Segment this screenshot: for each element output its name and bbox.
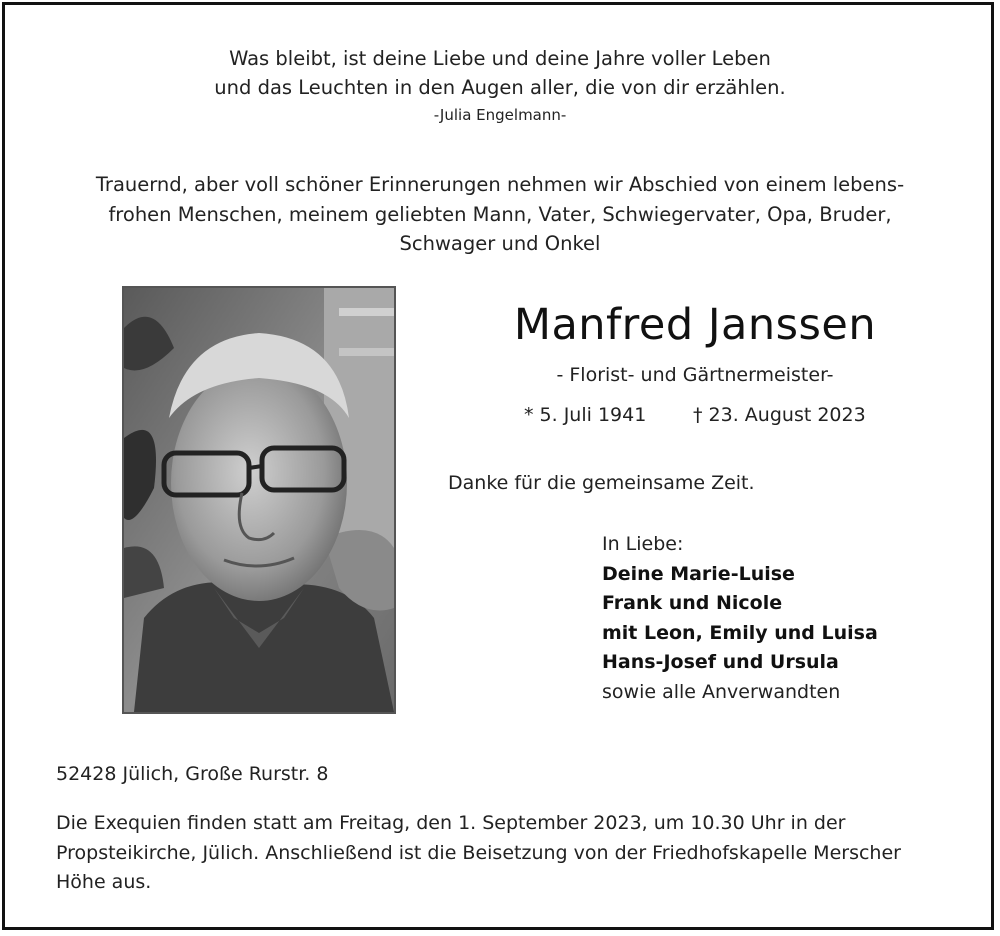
intro-line-3: Schwager und Onkel xyxy=(399,232,601,255)
family-member: Hans-Josef und Ursula xyxy=(602,651,839,673)
family-block xyxy=(602,530,878,707)
intro-line-1: Trauernd, aber voll schöner Erinnerungen nehmen wir Abschied von einem lebens- xyxy=(95,173,905,196)
portrait-illustration xyxy=(124,288,394,712)
birth-date: * 5. Juli 1941 xyxy=(524,404,647,426)
poem-quote xyxy=(0,44,1000,128)
service-info xyxy=(56,809,956,898)
quote-author: -Julia Engelmann- xyxy=(433,106,567,124)
portrait-photo xyxy=(122,286,396,714)
death-date: † 23. August 2023 xyxy=(693,404,866,426)
deceased-name: Manfred Janssen xyxy=(513,300,877,350)
deceased-profession: - Florist- und Gärtnermeister- xyxy=(556,364,834,386)
quote-line-2: und das Leuchten in den Augen aller, die von dir erzählen. xyxy=(214,76,786,99)
quote-line-1: Was bleibt, ist deine Liebe und deine Jahre voller Leben xyxy=(229,47,771,70)
address-line: 52428 Jülich, Große Rurstr. 8 xyxy=(56,763,329,785)
family-member: Frank und Nicole xyxy=(602,592,783,614)
thanks-line: Danke für die gemeinsame Zeit. xyxy=(448,472,755,494)
family-member: Deine Marie-Luise xyxy=(602,562,795,585)
intro-line-2: frohen Menschen, meinem geliebten Mann, Vater, Schwiegervater, Opa, Bruder, xyxy=(108,202,892,226)
family-member: mit Leon, Emily und Luisa xyxy=(602,621,878,644)
service-line-1: Die Exequien finden statt am Freitag, den 1. September 2023, um 10.30 Uhr in der xyxy=(56,812,846,834)
family-closing: sowie alle Anverwandten xyxy=(602,680,841,703)
family-heading: In Liebe: xyxy=(602,533,684,555)
service-line-2: Propsteikirche, Jülich. Anschließend ist die Beisetzung von der Friedhofskapelle Merscher xyxy=(56,841,901,864)
intro-text xyxy=(0,170,1000,259)
service-line-3: Höhe aus. xyxy=(56,871,152,893)
